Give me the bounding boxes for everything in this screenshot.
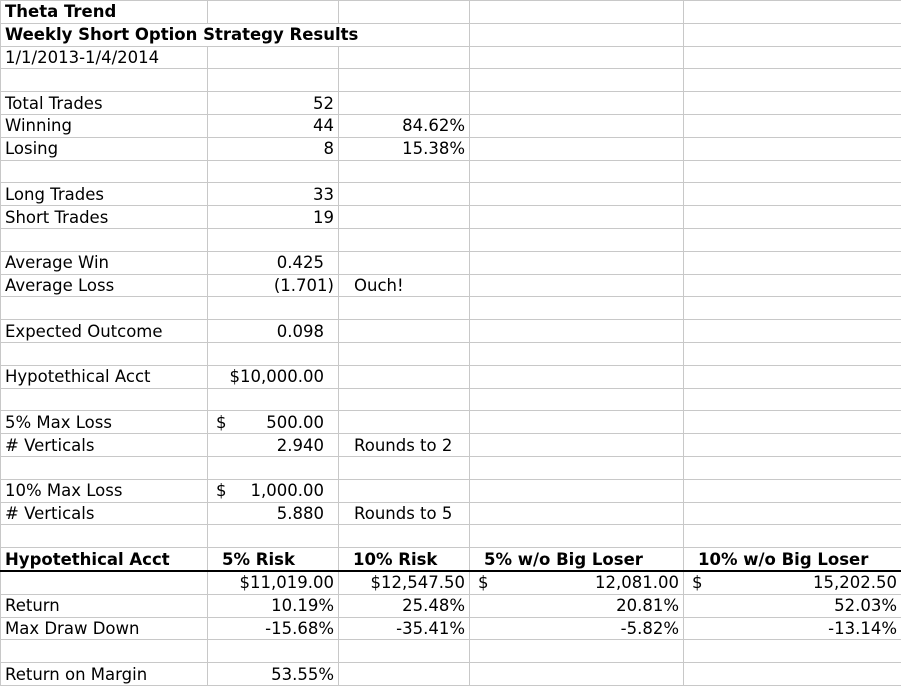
max-loss-10-value[interactable] <box>208 479 339 502</box>
results-header-row <box>1 548 901 571</box>
empty-cell[interactable] <box>339 342 470 365</box>
long-trades-label[interactable]: Long Trades <box>1 183 208 206</box>
drawdown-5-no-big-loser[interactable]: -5.82% <box>470 617 684 640</box>
drawdown-10-no-big-loser[interactable]: -13.14% <box>684 617 901 640</box>
empty-cell[interactable] <box>339 525 470 548</box>
empty-cell[interactable] <box>470 137 684 160</box>
table-row <box>1 274 901 297</box>
empty-cell[interactable] <box>684 456 901 479</box>
hypothetical-acct-value[interactable]: $10,000.00 <box>208 365 339 388</box>
currency-symbol: $ <box>478 573 489 593</box>
table-row <box>1 46 901 69</box>
empty-cell[interactable] <box>339 160 470 183</box>
empty-cell[interactable] <box>339 411 470 434</box>
empty-cell[interactable] <box>339 1 470 24</box>
empty-cell[interactable] <box>684 251 901 274</box>
table-row <box>1 320 901 343</box>
empty-cell[interactable] <box>684 297 901 320</box>
empty-cell[interactable] <box>339 228 470 251</box>
empty-cell[interactable] <box>684 365 901 388</box>
empty-cell[interactable] <box>470 479 684 502</box>
table-row <box>1 114 901 137</box>
table-row <box>1 594 901 617</box>
losing-label[interactable]: Losing <box>1 137 208 160</box>
empty-cell[interactable] <box>470 434 684 457</box>
empty-cell[interactable] <box>684 69 901 92</box>
empty-cell[interactable] <box>684 479 901 502</box>
empty-cell[interactable] <box>1 69 208 92</box>
empty-cell[interactable] <box>1 342 208 365</box>
empty-cell[interactable] <box>684 206 901 229</box>
sheet-subtitle[interactable]: Weekly Short Option Strategy Results <box>1 23 470 46</box>
return-5-risk[interactable]: 10.19% <box>208 594 339 617</box>
empty-cell[interactable] <box>470 663 684 686</box>
empty-cell[interactable] <box>470 114 684 137</box>
table-row <box>1 69 901 92</box>
empty-cell[interactable] <box>684 434 901 457</box>
column-header-10-risk[interactable]: 10% Risk <box>339 548 470 571</box>
empty-cell[interactable] <box>1 297 208 320</box>
empty-cell[interactable] <box>208 228 339 251</box>
empty-cell[interactable] <box>339 365 470 388</box>
table-row <box>1 183 901 206</box>
currency-symbol: $ <box>692 573 703 593</box>
return-on-margin-label[interactable]: Return on Margin <box>1 663 208 686</box>
table-row <box>1 479 901 502</box>
verticals-10-label[interactable]: # Verticals <box>1 502 208 525</box>
empty-cell[interactable] <box>684 183 901 206</box>
empty-cell[interactable] <box>470 251 684 274</box>
empty-cell[interactable] <box>684 274 901 297</box>
avg-win-label[interactable]: Average Win <box>1 251 208 274</box>
empty-cell[interactable] <box>470 206 684 229</box>
empty-cell[interactable] <box>339 663 470 686</box>
max-loss-5-label[interactable]: 5% Max Loss <box>1 411 208 434</box>
empty-cell[interactable] <box>208 46 339 69</box>
empty-cell[interactable] <box>1 228 208 251</box>
empty-cell[interactable] <box>684 525 901 548</box>
empty-cell[interactable] <box>339 183 470 206</box>
table-row <box>1 23 901 46</box>
empty-cell[interactable] <box>208 1 339 24</box>
return-10-risk[interactable]: 25.48% <box>339 594 470 617</box>
balance-5-no-big-loser-amount: 12,081.00 <box>595 573 679 593</box>
table-row <box>1 342 901 365</box>
table-row <box>1 571 901 594</box>
empty-cell[interactable] <box>684 160 901 183</box>
short-trades-label[interactable]: Short Trades <box>1 206 208 229</box>
empty-cell[interactable] <box>470 23 684 46</box>
empty-cell[interactable] <box>470 160 684 183</box>
max-loss-5-value[interactable] <box>208 411 339 434</box>
empty-cell[interactable] <box>208 342 339 365</box>
empty-cell[interactable] <box>339 46 470 69</box>
winning-pct[interactable]: 84.62% <box>339 114 470 137</box>
empty-cell[interactable] <box>470 183 684 206</box>
max-loss-10-label[interactable]: 10% Max Loss <box>1 479 208 502</box>
empty-cell[interactable] <box>1 160 208 183</box>
empty-cell[interactable] <box>470 69 684 92</box>
empty-cell[interactable] <box>208 525 339 548</box>
winning-value[interactable]: 44 <box>208 114 339 137</box>
column-header-5-risk[interactable]: 5% Risk <box>208 548 339 571</box>
empty-cell[interactable] <box>1 388 208 411</box>
avg-loss-note[interactable]: Ouch! <box>339 274 470 297</box>
empty-cell[interactable] <box>339 206 470 229</box>
empty-cell[interactable] <box>470 388 684 411</box>
empty-cell[interactable] <box>470 1 684 24</box>
empty-cell[interactable] <box>684 46 901 69</box>
losing-pct[interactable]: 15.38% <box>339 137 470 160</box>
empty-cell[interactable] <box>684 228 901 251</box>
empty-cell[interactable] <box>684 388 901 411</box>
empty-cell[interactable] <box>339 251 470 274</box>
max-loss-5-amount: 500.00 <box>266 412 324 432</box>
balance-5-risk[interactable]: $11,019.00 <box>208 571 339 594</box>
empty-cell[interactable] <box>684 1 901 24</box>
table-row <box>1 502 901 525</box>
short-trades-value[interactable]: 19 <box>208 206 339 229</box>
empty-cell[interactable] <box>339 640 470 663</box>
empty-cell[interactable] <box>684 92 901 115</box>
hypothetical-acct-label[interactable]: Hypotethical Acct <box>1 365 208 388</box>
date-range[interactable]: 1/1/2013-1/4/2014 <box>1 46 208 69</box>
empty-cell[interactable] <box>684 320 901 343</box>
balance-10-no-big-loser[interactable] <box>684 571 901 594</box>
balance-10-risk[interactable]: $12,547.50 <box>339 571 470 594</box>
column-header-5-no-big-loser[interactable]: 5% w/o Big Loser <box>470 548 684 571</box>
empty-cell[interactable] <box>339 297 470 320</box>
empty-cell[interactable] <box>684 502 901 525</box>
currency-symbol: $ <box>216 412 227 432</box>
winning-label[interactable]: Winning <box>1 114 208 137</box>
losing-value[interactable]: 8 <box>208 137 339 160</box>
empty-cell[interactable] <box>470 342 684 365</box>
empty-cell[interactable] <box>684 342 901 365</box>
empty-cell[interactable] <box>684 114 901 137</box>
expected-outcome-value[interactable]: 0.098 <box>208 320 339 343</box>
verticals-5-note[interactable]: Rounds to 2 <box>339 434 470 457</box>
table-row <box>1 1 901 24</box>
total-trades-value[interactable]: 52 <box>208 92 339 115</box>
empty-cell[interactable] <box>339 92 470 115</box>
table-row <box>1 411 901 434</box>
table-row <box>1 365 901 388</box>
table-row <box>1 663 901 686</box>
table-row <box>1 206 901 229</box>
empty-cell[interactable] <box>470 320 684 343</box>
empty-cell[interactable] <box>339 388 470 411</box>
empty-cell[interactable] <box>1 640 208 663</box>
empty-cell[interactable] <box>684 411 901 434</box>
empty-cell[interactable] <box>339 479 470 502</box>
return-on-margin-value[interactable]: 53.55% <box>208 663 339 686</box>
table-row <box>1 525 901 548</box>
empty-cell[interactable] <box>1 456 208 479</box>
table-row <box>1 137 901 160</box>
total-trades-label[interactable]: Total Trades <box>1 92 208 115</box>
empty-cell[interactable] <box>684 640 901 663</box>
table-row <box>1 160 901 183</box>
table-row <box>1 228 901 251</box>
empty-cell[interactable] <box>470 92 684 115</box>
empty-cell[interactable] <box>470 365 684 388</box>
table-row <box>1 434 901 457</box>
currency-symbol: $ <box>216 481 227 501</box>
empty-cell[interactable] <box>470 274 684 297</box>
table-row <box>1 92 901 115</box>
table-row <box>1 251 901 274</box>
empty-cell[interactable] <box>470 456 684 479</box>
verticals-10-value[interactable]: 5.880 <box>208 502 339 525</box>
empty-cell[interactable] <box>208 69 339 92</box>
avg-loss-label[interactable]: Average Loss <box>1 274 208 297</box>
table-row <box>1 617 901 640</box>
balance-5-no-big-loser[interactable] <box>470 571 684 594</box>
avg-loss-value[interactable]: (1.701) <box>208 274 339 297</box>
sheet-title[interactable]: Theta Trend <box>1 1 208 24</box>
max-loss-10-amount: 1,000.00 <box>250 481 324 501</box>
empty-cell[interactable] <box>339 320 470 343</box>
column-header-hypothetical[interactable]: Hypotethical Acct <box>1 548 208 571</box>
verticals-5-label[interactable]: # Verticals <box>1 434 208 457</box>
empty-cell[interactable] <box>208 297 339 320</box>
long-trades-value[interactable]: 33 <box>208 183 339 206</box>
return-5-no-big-loser[interactable]: 20.81% <box>470 594 684 617</box>
avg-win-value[interactable]: 0.425 <box>208 251 339 274</box>
empty-cell[interactable] <box>339 69 470 92</box>
table-row <box>1 297 901 320</box>
verticals-5-value[interactable]: 2.940 <box>208 434 339 457</box>
drawdown-label[interactable]: Max Draw Down <box>1 617 208 640</box>
empty-cell[interactable] <box>470 502 684 525</box>
table-row <box>1 640 901 663</box>
empty-cell[interactable] <box>208 388 339 411</box>
return-10-no-big-loser[interactable]: 52.03% <box>684 594 901 617</box>
expected-outcome-label[interactable]: Expected Outcome <box>1 320 208 343</box>
empty-cell[interactable] <box>684 663 901 686</box>
empty-cell[interactable] <box>208 456 339 479</box>
return-label[interactable]: Return <box>1 594 208 617</box>
drawdown-10-risk[interactable]: -35.41% <box>339 617 470 640</box>
empty-cell[interactable] <box>208 640 339 663</box>
empty-cell[interactable] <box>470 228 684 251</box>
verticals-10-note[interactable]: Rounds to 5 <box>339 502 470 525</box>
empty-cell[interactable] <box>684 23 901 46</box>
empty-cell[interactable] <box>470 640 684 663</box>
empty-cell[interactable] <box>470 525 684 548</box>
empty-cell[interactable] <box>208 160 339 183</box>
table-row <box>1 456 901 479</box>
empty-cell[interactable] <box>339 456 470 479</box>
table-row <box>1 388 901 411</box>
column-header-10-no-big-loser[interactable]: 10% w/o Big Loser <box>684 548 901 571</box>
empty-cell[interactable] <box>470 46 684 69</box>
empty-cell[interactable] <box>1 525 208 548</box>
empty-cell[interactable] <box>470 297 684 320</box>
empty-cell[interactable] <box>1 571 208 594</box>
empty-cell[interactable] <box>470 411 684 434</box>
empty-cell[interactable] <box>684 137 901 160</box>
balance-10-no-big-loser-amount: 15,202.50 <box>813 573 897 593</box>
drawdown-5-risk[interactable]: -15.68% <box>208 617 339 640</box>
